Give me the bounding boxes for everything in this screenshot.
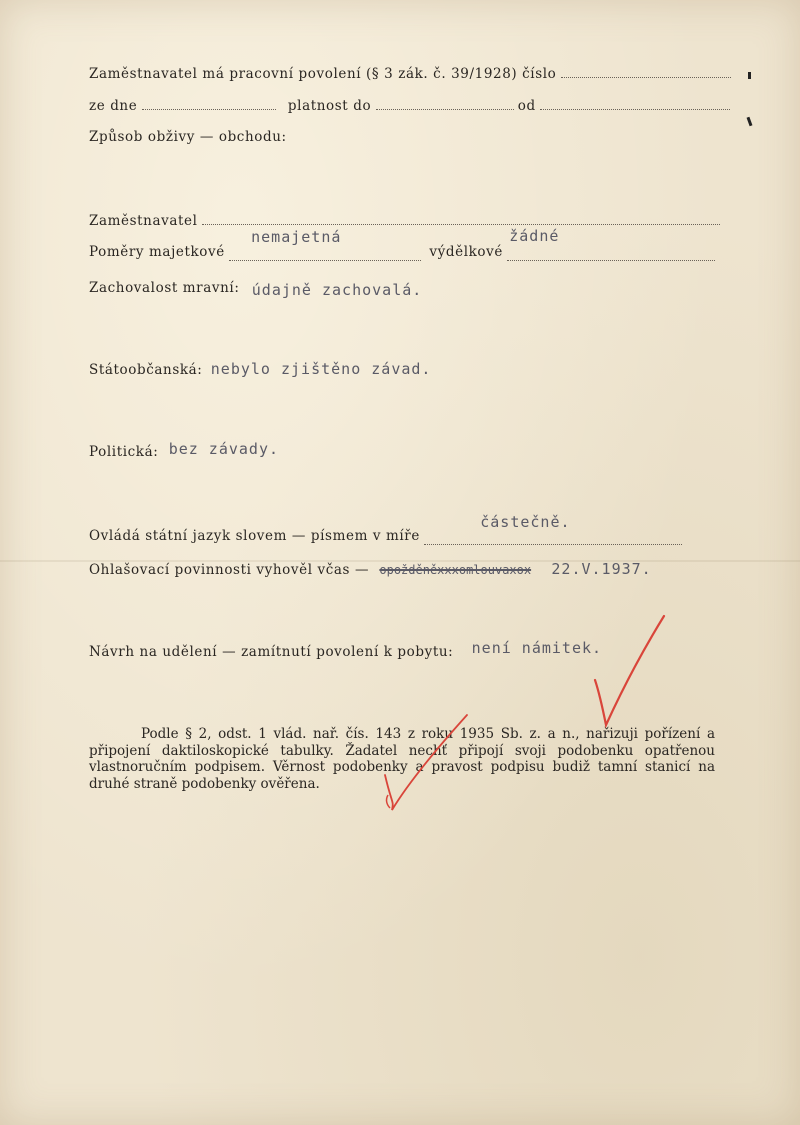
income-field[interactable] xyxy=(507,227,715,261)
livelihood-line xyxy=(89,129,287,145)
political-value: bez závady. xyxy=(168,440,280,458)
civic-line xyxy=(89,360,431,378)
reporting-struck-value: opožděněxxxomlouvaxox xyxy=(379,563,532,577)
reporting-date-value: 22.V.1937. xyxy=(551,560,652,578)
property-value: nemajetná xyxy=(251,228,342,246)
date-from-label: ze dne xyxy=(89,98,138,114)
binder-mark-bottom xyxy=(747,117,753,126)
decree-paragraph xyxy=(89,726,715,792)
od-field[interactable] xyxy=(540,108,730,110)
income-value: žádné xyxy=(509,227,560,245)
property-field[interactable] xyxy=(229,228,421,261)
proposal-label: Návrh na udělení — zamítnutí povolení k pobytu: xyxy=(89,644,454,660)
permit-number-field[interactable] xyxy=(561,76,731,78)
moral-label: Zachovalost mravní: xyxy=(89,280,240,296)
language-value: částečně. xyxy=(480,513,571,531)
red-checkmark-large xyxy=(595,616,664,725)
proposal-value: není námitek. xyxy=(471,639,603,657)
date-from-field[interactable] xyxy=(142,108,276,110)
permit-dates-line xyxy=(89,98,730,114)
language-field[interactable] xyxy=(424,513,682,545)
binder-mark-top xyxy=(748,72,751,79)
employer-field[interactable] xyxy=(202,223,720,225)
property-label: Poměry majetkové xyxy=(89,244,225,260)
civic-value: nebylo zjištěno závad. xyxy=(210,360,432,378)
validity-field[interactable] xyxy=(376,108,514,110)
od-label: od xyxy=(517,98,536,114)
moral-line xyxy=(89,278,423,299)
validity-label: platnost do xyxy=(287,98,372,114)
reporting-line xyxy=(89,560,652,578)
language-label: Ovládá státní jazyk slovem — písmem v míře xyxy=(89,528,420,544)
employer-line xyxy=(89,213,720,229)
political-line xyxy=(89,442,279,460)
moral-value: údajně zachovalá. xyxy=(251,281,423,299)
property-line xyxy=(89,227,715,261)
income-label: výdělkové xyxy=(429,244,503,260)
civic-label: Státoobčanská: xyxy=(89,362,203,378)
livelihood-label: Způsob obživy — obchodu: xyxy=(89,129,287,145)
language-line xyxy=(89,513,682,545)
political-label: Politická: xyxy=(89,444,159,460)
reporting-label: Ohlašovací povinnosti vyhověl včas — xyxy=(89,562,370,578)
employer-permit-label: Zaměstnavatel má pracovní povolení (§ 3 zák. č. 39/1928) číslo xyxy=(89,66,557,82)
proposal-line xyxy=(89,639,603,660)
employer-label: Zaměstnavatel xyxy=(89,213,198,229)
employer-permit-line xyxy=(89,66,731,82)
decree-paragraph-text: Podle § 2, odst. 1 vlád. nař. čís. 143 z roku 1935 Sb. z. a n., nařizuji pořízení a připojení daktiloskopické tabulky. Žadatel nechť připojí svoji podobenku opatřenou vlastnoručním podpisem. Věrnost podobenky a pravost podpisu budiž tamní stanicí na druhé straně podobenky ověřena. xyxy=(89,726,715,792)
red-tick-mark xyxy=(387,795,390,808)
